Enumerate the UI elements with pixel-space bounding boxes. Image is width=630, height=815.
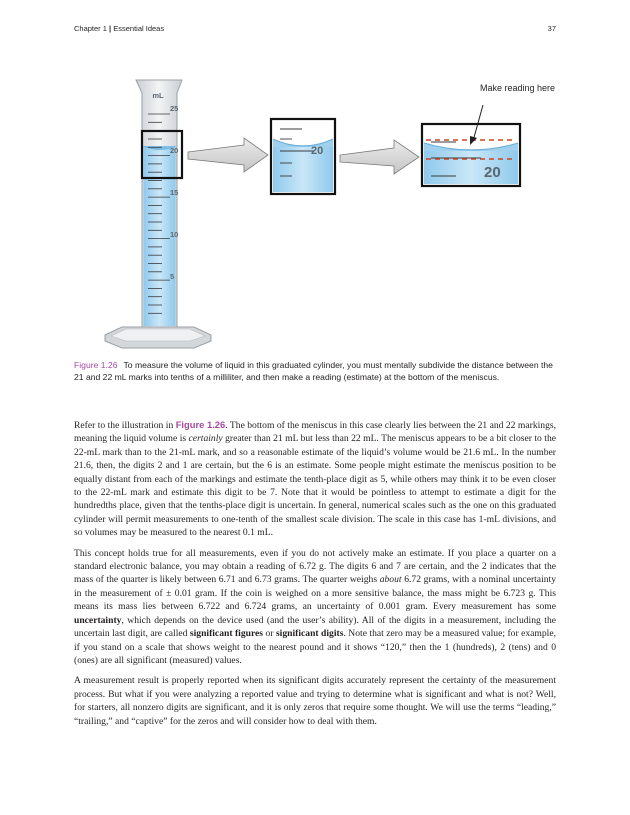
arrow-right-icon <box>340 140 419 174</box>
figure-label: Figure 1.26 <box>74 360 118 370</box>
paragraph: Refer to the illustration in Figure 1.26. The bottom of the meniscus in this case clearly lies between the 21 and 22 markings, meaning the liquid volume is certainly greater than 21 mL but less than 22 mL. The meniscus appears to be a bit closer to the 22-mL mark than to the 21-mL mark, and so a reasonable estimate of the liquid’s volume would be 21.6 mL. In the number 21.6, then, the digits 2 and 1 are certain, but the 6 is an estimate. Some people might estimate the meniscus position to be equally distant from each of the markings and estimate the tenth-place digit as 5, while others may think it to be even closer to the 22-mL mark and estimate this digit to be 7. Note that it would be pointless to attempt to estimate a digit for the hundredths place, given that the tenths-place digit is uncertain. In general, numerical scales such as the one on this graduated cylinder will permit measurements to one-tenth of the smallest scale division. The scale in this case has 1-mL divisions, and so volumes may be measured to the nearest 0.1 mL. <box>74 419 557 539</box>
cylinder-base <box>105 327 211 348</box>
detail-label: 20 <box>484 164 501 181</box>
figure-illustration <box>74 75 556 350</box>
tick-label: 10 <box>170 230 179 239</box>
cylinder-tube <box>136 80 182 327</box>
paragraph: A measurement result is properly reported when its significant digits accurately represent the certainty of the measurement process. But what if you were analyzing a reported value and trying to determine what is significant and what is not? Well, for starters, all nonzero digits are significant, and it is only zeros that require some thought. We will use the terms “leading,” “trailing,” and “captive” for the zeros and will consider how to deal with them. <box>74 675 556 727</box>
callout-text: Make reading here <box>480 83 556 93</box>
key-term: significant figures <box>189 628 264 640</box>
caption-text: To measure the volume of liquid in this graduated cylinder, you must mentally subdivide the distance between the 21 and 22 mL marks into tenths of a milliliter, and then make a reading (estimate) at the bottom of the meniscus. <box>74 360 553 382</box>
cylinder-unit-label: mL <box>152 91 164 100</box>
body-text <box>74 418 556 735</box>
tick-label: 5 <box>170 272 175 281</box>
zoom-label: 20 <box>311 145 324 157</box>
tick-label: 25 <box>170 104 179 113</box>
figure-graduated-cylinder <box>74 75 556 350</box>
chapter-title: Chapter 1 | Essential Ideas <box>74 24 165 33</box>
arrow-right-icon <box>188 138 268 172</box>
page-number: 37 <box>547 24 556 33</box>
key-term: significant digits <box>275 628 344 640</box>
paragraph: This concept holds true for all measurements, even if you do not actively make an estimate. If you place a quarter on a standard electronic balance, you may obtain a reading of 6.72 g. The digits 6 and 7 are certain, and the 2 indicates that the mass of the quarter is likely between 6.71 and 6.73 grams. The quarter weighs about 6.72 grams, with a nominal uncertainty in the measurement of ± 0.01 gram. If the coin is weighed on a more sensitive balance, the mass might be 6.723 g. This means its mass lies between 6.722 and 6.724 grams, an uncertainty of 0.001 gram. Every measurement has some uncertainty, which depends on the device used (and the user’s ability). All of the digits in a measurement, including the uncertain last digit, are called significant figures or significant digits. Note that zero may be a measured value; for example, if you stand on a scale that shows weight to the nearest pound and it shows “120,” then the 1 (hundreds), 2 (tens) and 0 (ones) are all significant (measured) values. <box>74 547 557 666</box>
running-header <box>74 24 556 36</box>
figure-link[interactable]: Figure 1.26 <box>175 419 226 430</box>
zoom-panel <box>271 119 335 194</box>
detail-panel <box>422 124 520 186</box>
key-term: uncertainty <box>74 614 122 626</box>
tick-label: 20 <box>170 146 179 155</box>
tick-label: 15 <box>170 188 179 197</box>
figure-caption <box>74 360 556 383</box>
